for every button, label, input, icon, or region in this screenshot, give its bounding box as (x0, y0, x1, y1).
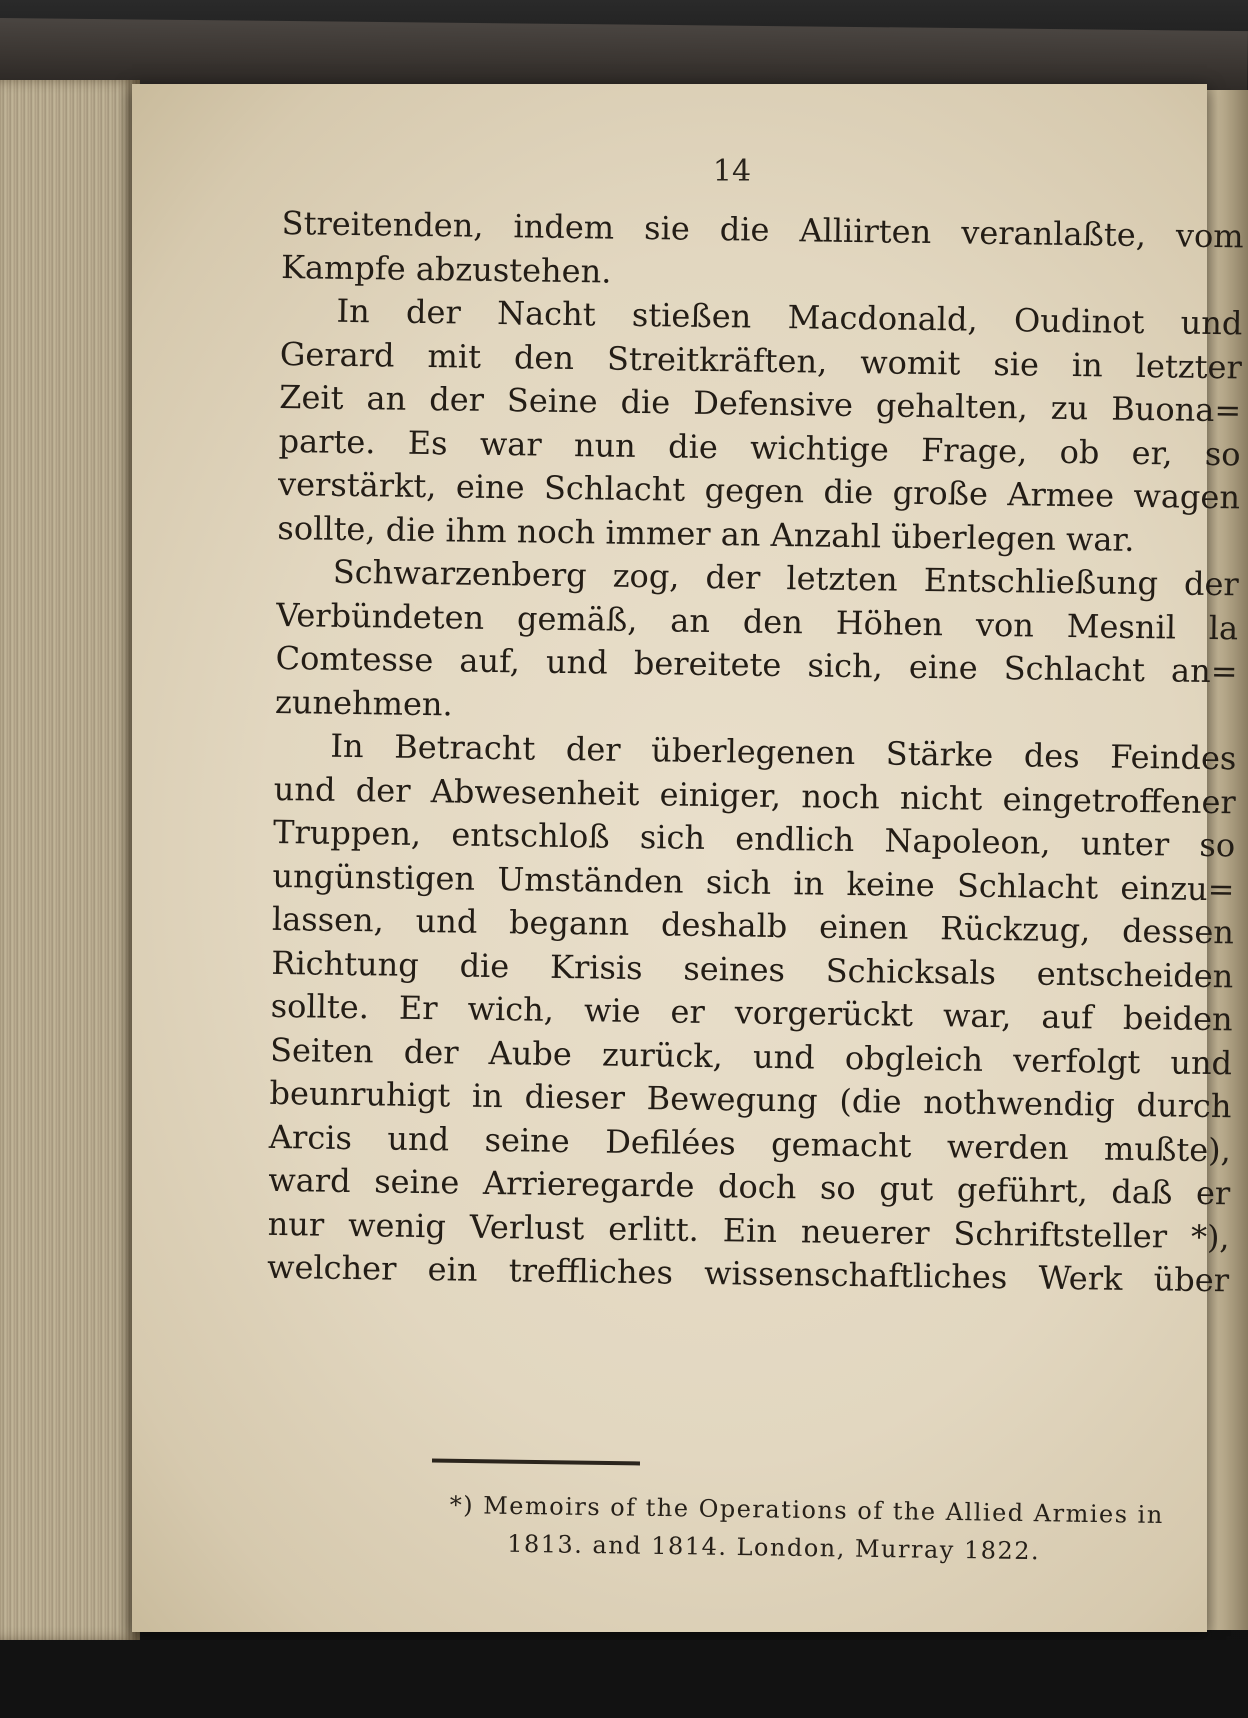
background-bottom (0, 1640, 1248, 1718)
text-line: sollte, die ihm noch immer an Anzahl überlegen war. (277, 508, 1135, 559)
text-line: Kampfe abzustehen. (280, 247, 612, 291)
page-edges-left (0, 80, 140, 1640)
text-line: nur wenig Verlust erlitt. Ein neuerer Schriftsteller *), (267, 1204, 1230, 1256)
text-line: Zeit an der Seine die Defensive gehalten, zu Buona= (279, 377, 1242, 430)
text-line: Schwarzenberg zog, der letzten Entschließung der (332, 552, 1240, 604)
text-line: Gerard mit den Streitkräften, womit sie in letzter (279, 334, 1243, 386)
footnote-rule (432, 1459, 640, 1466)
text-line: ungünstigen Umständen sich in keine Schlacht einzu= (272, 856, 1235, 908)
text-line: beunruhigt in dieser Bewegung (die nothwendig durch (269, 1073, 1232, 1126)
text-line: Comtesse auf, und bereitete sich, eine Schlacht an= (275, 638, 1238, 691)
text-line: lassen, und begann deshalb einen Rückzug, dessen (271, 899, 1235, 952)
text-line: zunehmen. (274, 682, 453, 723)
text-line: Verbündeten gemäß, an den Höhen von Mesnil la (275, 595, 1239, 647)
text-line: Richtung die Krisis seines Schicksals entscheiden (271, 943, 1234, 995)
body-text (267, 202, 1244, 1303)
text-line: Truppen, entschloß sich endlich Napoleon, unter so (272, 812, 1236, 865)
text-line: Seiten der Aube zurück, und obgleich verfolgt und (269, 1030, 1233, 1082)
text-line: Arcis und seine Defilées gemacht werden mußte), (268, 1117, 1232, 1169)
text-line: ward seine Arrieregarde doch so gut geführt, daß er (268, 1160, 1231, 1213)
text-line: parte. Es war nun die wichtige Frage, ob er, so (278, 421, 1241, 473)
page-number: 14 (712, 154, 752, 189)
text-line: In der Nacht stießen Macdonald, Oudinot und (336, 291, 1243, 343)
book-page (132, 84, 1244, 1632)
footnote-line: *) Memoirs of the Operations of the Allied Armies in (449, 1490, 1165, 1529)
text-line: und der Abwesenheit einiger, noch nicht eingetroffener (273, 769, 1236, 821)
text-line: In Betracht der überlegenen Stärke des Feindes (330, 726, 1237, 778)
footnote (449, 1486, 1248, 1573)
footnote-line: 1813. and 1814. London, Murray 1822. (507, 1529, 1041, 1566)
text-line: welcher ein treffliches wissenschaftliches Werk über (266, 1247, 1230, 1300)
text-line: sollte. Er wich, wie er vorgerückt war, auf beiden (270, 986, 1233, 1039)
text-line: Streitenden, indem sie die Alliirten veranlaßte, vom (281, 203, 1244, 256)
text-line: verstärkt, eine Schlacht gegen die große Armee wagen (277, 464, 1241, 517)
